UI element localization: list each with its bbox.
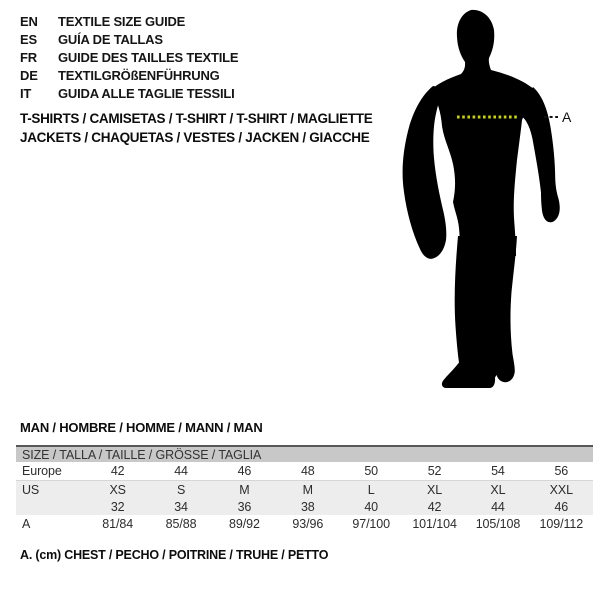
- footnote-chest: A. (cm) CHEST / PECHO / POITRINE / TRUHE / PETTO: [20, 548, 329, 562]
- row-label: [16, 498, 86, 515]
- lang-row-fr: [20, 49, 238, 67]
- cell: 56: [530, 462, 593, 481]
- silhouette-torso: [431, 10, 535, 256]
- lang-title: GUIDA ALLE TAGLIE TESSILI: [58, 86, 235, 101]
- lang-title: TEXTILE SIZE GUIDE: [58, 14, 186, 29]
- cell: 85/88: [149, 515, 212, 533]
- cell: XXL: [530, 481, 593, 499]
- silhouette-legs: [442, 236, 517, 388]
- lang-title: GUÍA DE TALLAS: [58, 32, 163, 47]
- lang-code: IT: [20, 86, 32, 101]
- cell: 34: [149, 498, 212, 515]
- size-table-header: SIZE / TALLA / TAILLE / GRÖSSE / TAGLIA: [16, 446, 593, 462]
- cell: 38: [276, 498, 339, 515]
- cell: 97/100: [340, 515, 403, 533]
- table-row-europe: [16, 462, 593, 481]
- cell: M: [213, 481, 276, 499]
- cell: 46: [530, 498, 593, 515]
- lang-code: ES: [20, 32, 37, 47]
- category-jackets: JACKETS / CHAQUETAS / VESTES / JACKEN / GIACCHE: [20, 130, 370, 145]
- cell: XL: [403, 481, 466, 499]
- cell: 42: [86, 462, 149, 481]
- silhouette-left-arm: [403, 86, 447, 259]
- cell: 40: [340, 498, 403, 515]
- cell: 89/92: [213, 515, 276, 533]
- cell: 48: [276, 462, 339, 481]
- row-label: US: [16, 481, 86, 499]
- cell: XS: [86, 481, 149, 499]
- lang-row-it: [20, 85, 238, 103]
- cell: M: [276, 481, 339, 499]
- cell: 52: [403, 462, 466, 481]
- cell: 81/84: [86, 515, 149, 533]
- size-table-header-row: [16, 446, 593, 462]
- category-tshirts: T-SHIRTS / CAMISETAS / T-SHIRT / T-SHIRT / MAGLIETTE: [20, 111, 373, 126]
- lang-row-es: [20, 31, 238, 49]
- cell: 101/104: [403, 515, 466, 533]
- table-row-us: [16, 481, 593, 499]
- cell: 44: [149, 462, 212, 481]
- table-row-chest-a: [16, 515, 593, 533]
- lang-row-de: [20, 67, 238, 85]
- measure-a-label: A: [562, 109, 572, 125]
- cell: 105/108: [466, 515, 529, 533]
- man-silhouette-svg: [395, 8, 575, 398]
- cell: L: [340, 481, 403, 499]
- silhouette-right-arm: [522, 87, 560, 222]
- cell: 50: [340, 462, 403, 481]
- cell: 54: [466, 462, 529, 481]
- cell: 109/112: [530, 515, 593, 533]
- section-title-man: MAN / HOMBRE / HOMME / MANN / MAN: [20, 420, 263, 435]
- lang-code: DE: [20, 68, 38, 83]
- cell: S: [149, 481, 212, 499]
- lang-row-en: [20, 13, 238, 31]
- cell: XL: [466, 481, 529, 499]
- table-row-numeric: [16, 498, 593, 515]
- row-label: A: [16, 515, 86, 533]
- lang-title: TEXTILGRÖßENFÜHRUNG: [58, 68, 220, 83]
- lang-title: GUIDE DES TAILLES TEXTILE: [58, 50, 239, 65]
- language-list: [20, 13, 238, 103]
- cell: 46: [213, 462, 276, 481]
- cell: 32: [86, 498, 149, 515]
- size-table: [16, 445, 593, 533]
- cell: 93/96: [276, 515, 339, 533]
- man-silhouette: [395, 8, 575, 398]
- cell: 36: [213, 498, 276, 515]
- cell: 42: [403, 498, 466, 515]
- garment-categories: [20, 109, 372, 147]
- row-label: Europe: [16, 462, 86, 481]
- lang-code: EN: [20, 14, 38, 29]
- cell: 44: [466, 498, 529, 515]
- lang-code: FR: [20, 50, 37, 65]
